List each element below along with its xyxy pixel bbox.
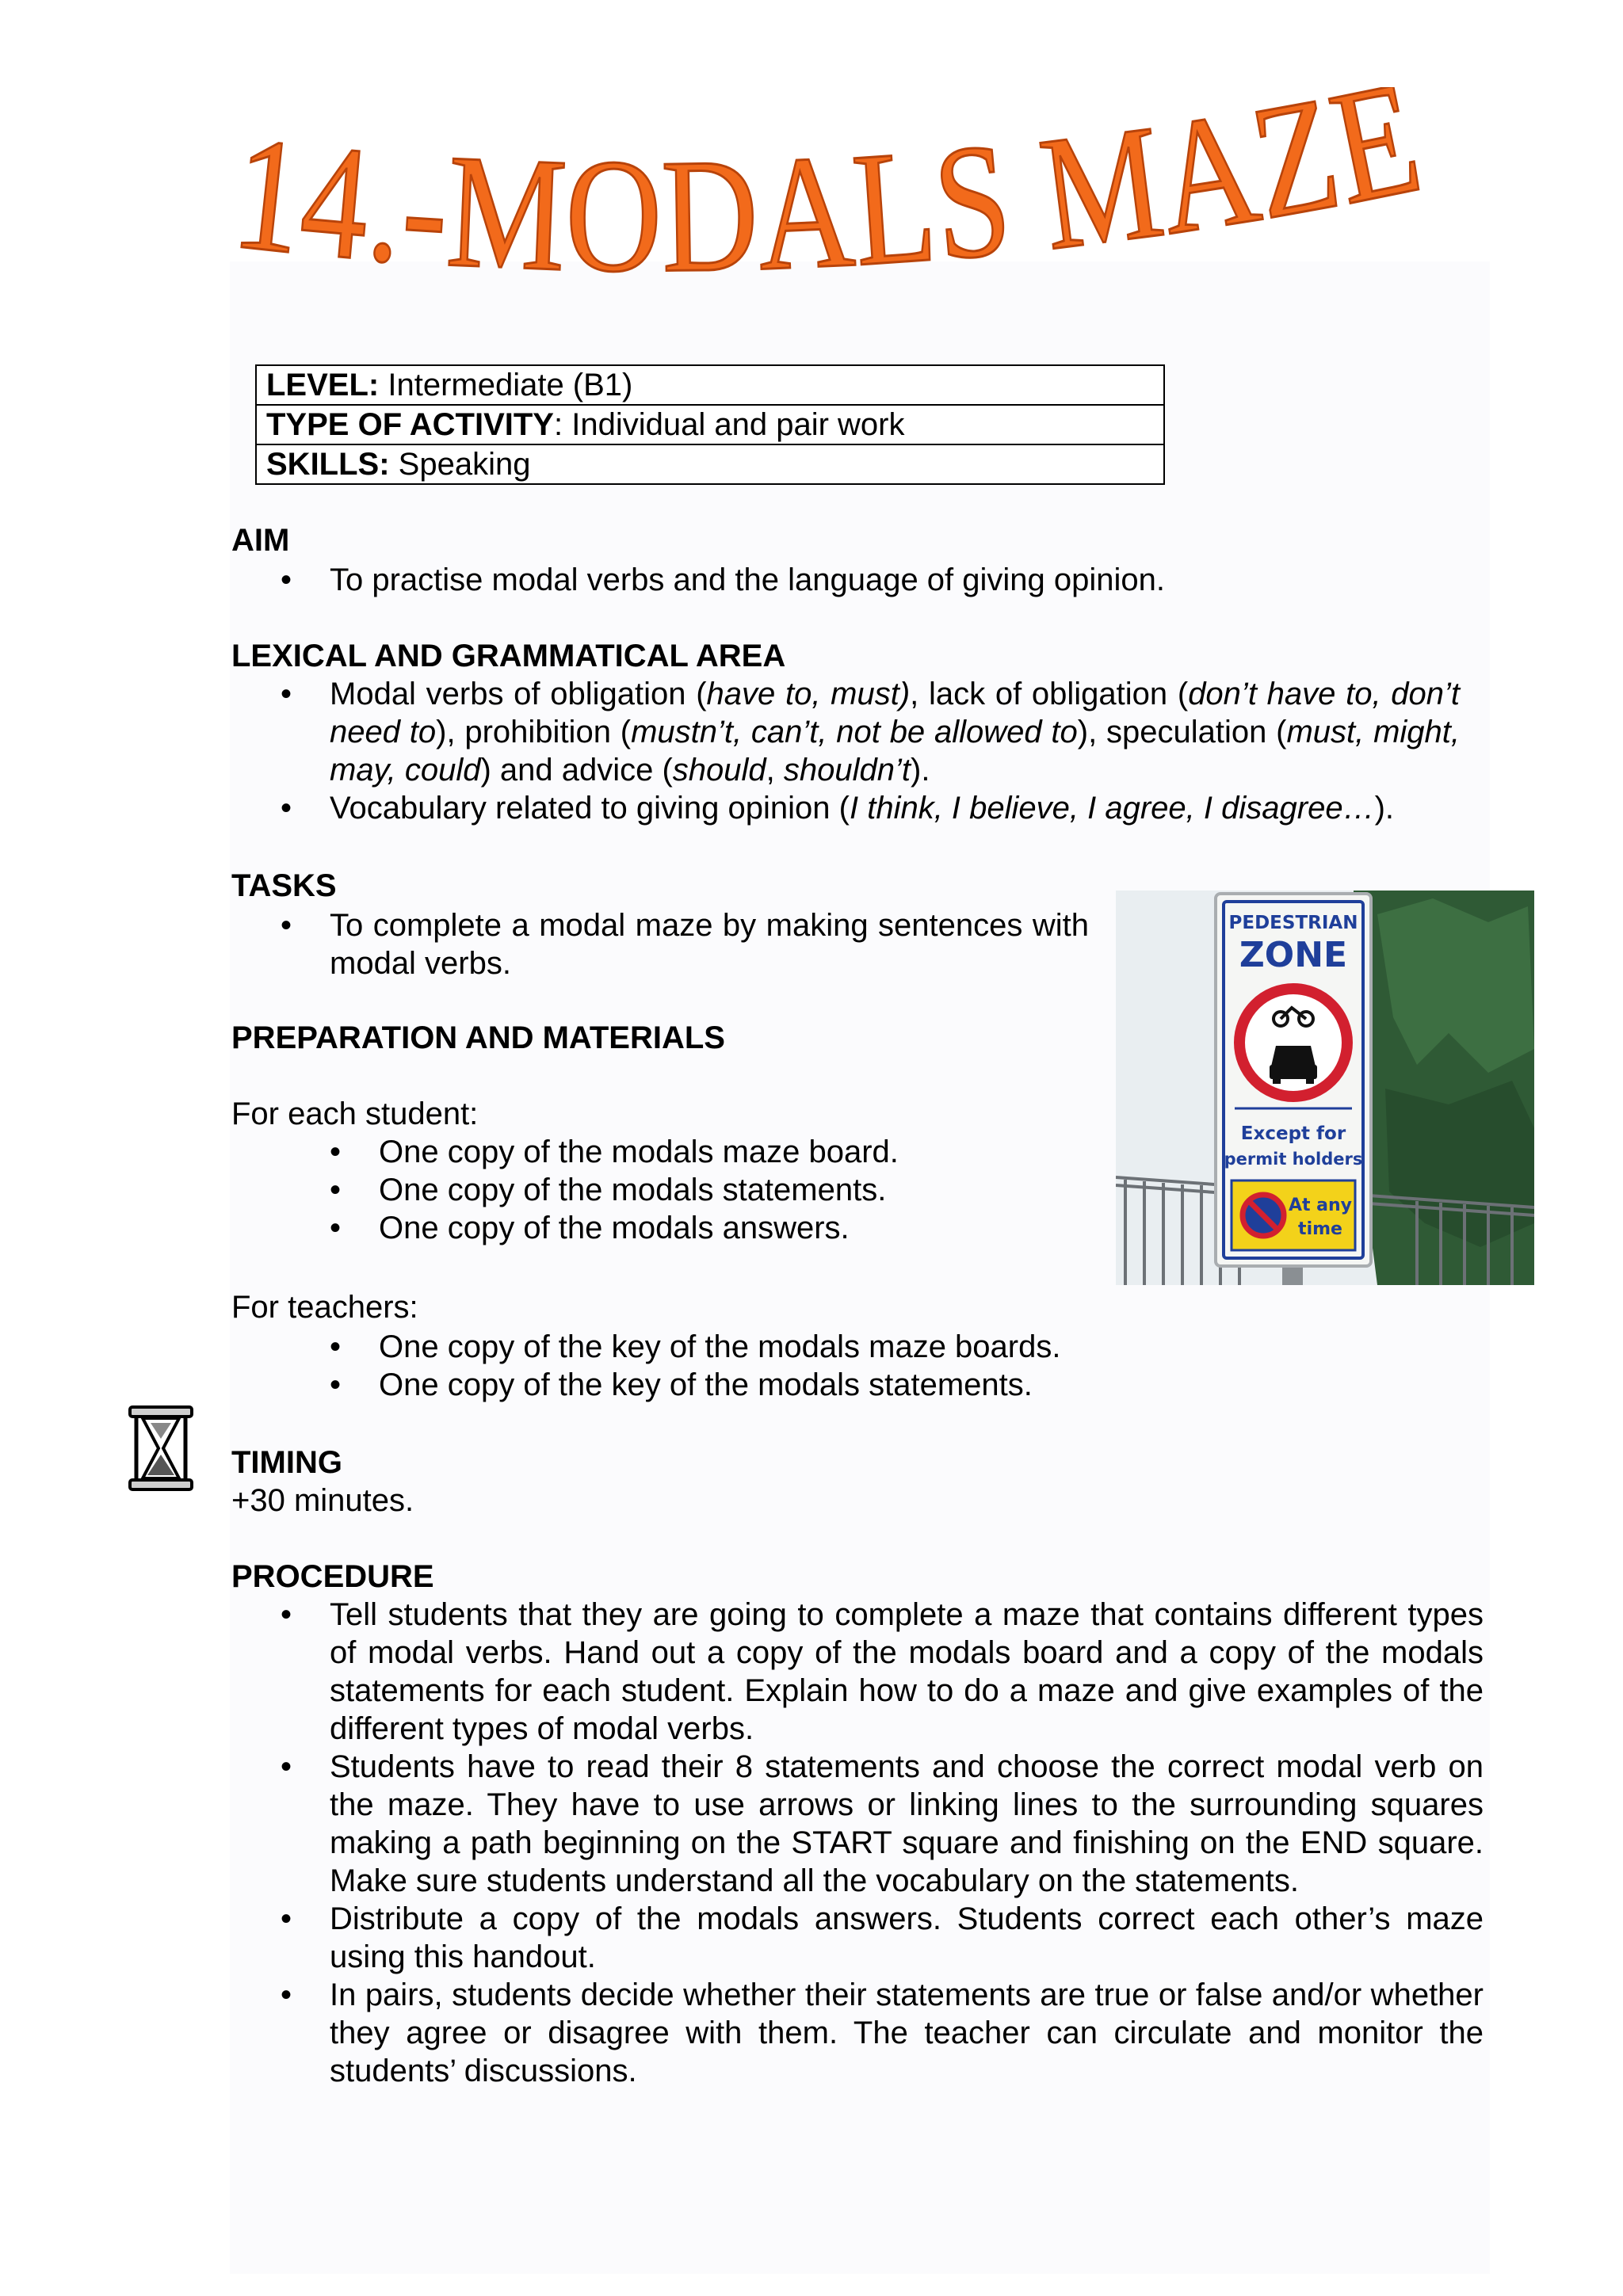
sign-line-pedestrian: PEDESTRIAN — [1228, 913, 1358, 933]
sign-line-except: Except for — [1240, 1123, 1346, 1144]
procedure-item: • Tell students that they are going to complete a maze that contains different types of modal verbs. Hand out a copy of the modals board and a copy of the modals statements for each student. Explain how to do a maze and give examples of the different types of modal verbs. — [231, 1596, 1484, 1748]
teachers-label: For teachers: — [231, 1290, 418, 1325]
procedure-item: • In pairs, students decide whether their statements are true or false and/or whether they agree or disagree with them. The teacher can circulate and monitor the students’ discussions. — [231, 1976, 1484, 2090]
lexical-item-modals: • Modal verbs of obligation (have to, must), lack of obligation (don’t have to, don’t need to), prohibition (mustn’t, can’t, not be allowed to), speculation (must, might, may, could) and advice (should, shouldn’t). — [231, 675, 1460, 789]
students-materials-list — [231, 1133, 1151, 1247]
timing-heading: TIMING — [231, 1445, 342, 1480]
lexical-item-vocabulary: • Vocabulary related to giving opinion (I think, I believe, I agree, I disagree…). — [231, 789, 1460, 827]
info-row-level — [256, 365, 1164, 405]
info-row-activity — [256, 405, 1164, 444]
procedure-heading: PROCEDURE — [231, 1559, 434, 1594]
level-label: LEVEL: — [266, 368, 380, 402]
sign-line-permit: permit holders — [1224, 1150, 1363, 1169]
tasks-item: • To complete a modal maze by making sentences with modal verbs. — [231, 906, 1089, 982]
aim-list — [231, 561, 1460, 599]
sign-line-atany: At any — [1288, 1196, 1353, 1215]
teachers-material-item: • One copy of the key of the modals statements. — [231, 1366, 1151, 1404]
students-label: For each student: — [231, 1097, 479, 1131]
aim-heading: AIM — [231, 523, 290, 558]
procedure-item: • Distribute a copy of the modals answers. Students correct each other’s maze using this handout. — [231, 1900, 1484, 1976]
procedure-list — [231, 1596, 1484, 2090]
lexical-heading: LEXICAL AND GRAMMATICAL AREA — [231, 639, 786, 673]
hourglass-icon — [127, 1404, 195, 1493]
timing-value: +30 minutes. — [231, 1483, 414, 1518]
skills-label: SKILLS: — [266, 447, 390, 482]
page-title — [222, 87, 1458, 309]
activity-value: : Individual and pair work — [554, 407, 905, 442]
students-material-item: • One copy of the modals statements. — [231, 1171, 1151, 1209]
svg-text:14.-MODALS MAZE — [226, 87, 1453, 307]
preparation-heading: PREPARATION AND MATERIALS — [231, 1020, 725, 1055]
students-material-item: • One copy of the modals maze board. — [231, 1133, 1151, 1171]
title-text: 14.-MODALS MAZE — [226, 87, 1453, 307]
pedestrian-zone-photo — [1116, 891, 1534, 1285]
tasks-list — [231, 906, 1089, 982]
no-vehicles-icon — [1239, 989, 1347, 1097]
activity-label: TYPE OF ACTIVITY — [266, 407, 554, 442]
aim-item: • To practise modal verbs and the language of giving opinion. — [231, 561, 1460, 599]
info-row-skills — [256, 444, 1164, 484]
sign-line-time: time — [1298, 1219, 1342, 1239]
sign-line-zone: ZONE — [1239, 935, 1348, 975]
lexical-list — [231, 675, 1460, 827]
procedure-item: • Students have to read their 8 statements and choose the correct modal verb on the maze. They have to use arrows or linking lines to the surrounding squares making a path beginning on the START square and finishing on the END square. Make sure students understand all the vocabulary on the statements. — [231, 1748, 1484, 1900]
activity-info-table — [255, 364, 1165, 485]
teachers-material-item: • One copy of the key of the modals maze boards. — [231, 1328, 1151, 1366]
teachers-materials-list — [231, 1328, 1151, 1404]
skills-value: Speaking — [389, 447, 531, 482]
tasks-heading: TASKS — [231, 868, 337, 903]
level-value: Intermediate (B1) — [379, 368, 633, 402]
students-material-item: • One copy of the modals answers. — [231, 1209, 1151, 1247]
